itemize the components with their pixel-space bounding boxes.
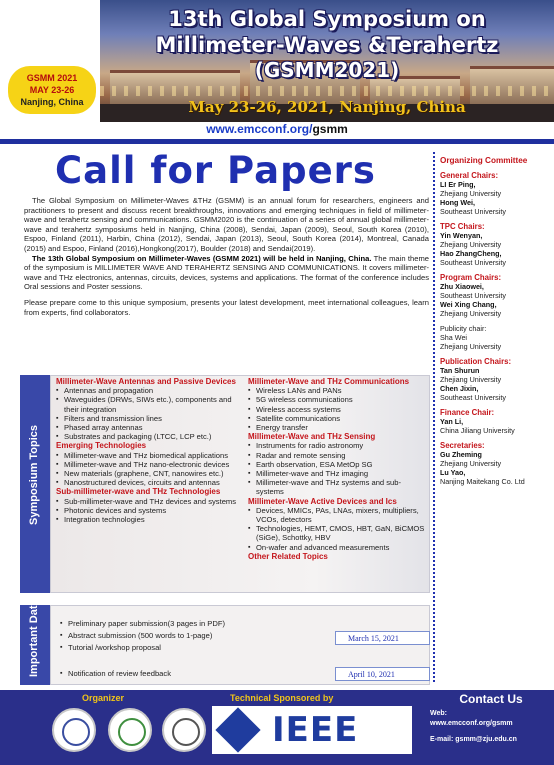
dates-label: Important Dates <box>28 593 40 677</box>
event-dates: May 23-26, 2021, Nanjing, China <box>188 98 466 116</box>
topics-label: Symposium Topics <box>28 424 40 525</box>
badge-line-3: Nanjing, China <box>20 97 84 107</box>
committee-member-name: Tan Shurun <box>440 366 480 375</box>
committee-member-affiliation: Zhejiang University <box>440 309 502 318</box>
footer <box>0 690 554 765</box>
date-item: ▪ Abstract submission (500 words to 1-page) <box>60 631 212 641</box>
topic-item: ▪ Earth observation, ESA MetOp SG <box>248 460 426 469</box>
symposium-topics <box>20 375 430 593</box>
topic-item: ▪ Instruments for radio astronomy <box>248 441 426 450</box>
university-seal-logo <box>108 708 152 752</box>
intro-paragraph-2-bold: The 13th Global Symposium on Millimeter-Waves (GSMM 2021) will be held in Nanjing, China. <box>32 253 372 263</box>
topic-item: ▪ Wireless LANs and PANs <box>248 386 426 395</box>
topic-item: ▪ Devices, MMICs, PAs, LNAs, mixers, multipliers, VCOs, detectors <box>248 506 426 524</box>
intro-text <box>24 196 429 317</box>
topic-item: ▪ Nanostructured devices, circuits and antennas <box>56 478 246 487</box>
web-link[interactable]: www.emcconf.org/gsmm <box>430 720 513 727</box>
date-value-abstract: March 15, 2021 <box>335 631 430 645</box>
date-value-notification: April 10, 2021 <box>335 667 430 681</box>
topic-heading: Emerging Technologies <box>56 441 147 451</box>
institute-seal-logo <box>162 708 206 752</box>
committee-member-affiliation: Zhejiang University <box>440 375 502 384</box>
committee-section-title: Program Chairs: <box>440 273 502 282</box>
topic-item: ▪ Millimeter-wave and THz systems and sub-systems <box>248 478 426 496</box>
topic-item: ▪ Radar and remote sensing <box>248 451 426 460</box>
committee-member-name: Wei Xing Chang, <box>440 300 497 309</box>
email-link[interactable]: E-mail: gsmm@zju.edu.cn <box>430 736 517 743</box>
committee-member-name: Hong Wei, <box>440 198 476 207</box>
topics-column-1 <box>56 377 246 524</box>
committee-section-title: Finance Chair: <box>440 408 495 417</box>
url-part-1[interactable]: www.emcconf.org/ <box>206 122 313 136</box>
topic-heading: Millimeter-Wave and THz Communications <box>248 377 410 386</box>
topic-item: ▪ Millimeter-wave and THz nano-electronic devices <box>56 460 246 469</box>
ieee-logo <box>212 706 412 754</box>
committee-member-affiliation: Southeast University <box>440 393 506 402</box>
url-part-2[interactable]: gsmm <box>312 122 348 136</box>
important-dates <box>20 593 430 685</box>
header <box>0 0 554 145</box>
event-badge <box>8 66 96 114</box>
contact-block <box>430 692 552 745</box>
committee-member-affiliation: Sha Wei <box>440 333 468 342</box>
event-url[interactable] <box>0 122 554 138</box>
header-divider <box>0 139 554 144</box>
committee-member-affiliation: Zhejiang University <box>440 240 502 249</box>
intro-paragraph-2 <box>24 254 429 292</box>
university-seal-logo <box>52 708 96 752</box>
title-line-1: 13th Global Symposium on <box>168 7 486 31</box>
committee-member-affiliation: Zhejiang University <box>440 459 502 468</box>
intro-paragraph-3: Please prepare come to this unique symposium, presents your latest development, meet international colleagues, learn from experts, find collaborators. <box>24 297 429 317</box>
sponsor-label: Technical Sponsored by <box>230 693 334 703</box>
committee-member-affiliation: Southeast University <box>440 291 506 300</box>
committee-section-title: General Chairs: <box>440 171 499 180</box>
topic-item: ▪ Sub-millimeter-wave and THz devices and systems <box>56 497 246 506</box>
dates-label-bar <box>20 593 50 685</box>
badge-line-1: GSMM 2021 <box>26 73 78 83</box>
topic-item: ▪ On-wafer and advanced measurements <box>248 543 426 552</box>
topic-item: ▪ Antennas and propagation <box>56 386 246 395</box>
topic-item: ▪ Millimeter-wave and THz imaging <box>248 469 426 478</box>
committee-member-affiliation: Southeast University <box>440 258 506 267</box>
title-line-3: (GSMM2021) <box>254 58 400 82</box>
date-item: ▪ Notification of review feedback <box>60 669 171 679</box>
contact-heading: Contact Us <box>459 692 523 706</box>
intro-paragraph-2-rest: The main theme of the symposium is MILLIMETER WAVE AND TERAHERTZ SENSING AND COMMUNICATIONS. It covers millimeter-wave and THz electronics, antennas, circuits, devices, systems and applications. The format of the conference includes Oral sessions and Poster sessions. <box>24 253 429 292</box>
topic-item: ▪ Filters and transmission lines <box>56 414 246 423</box>
topic-heading: Millimeter-Wave and THz Sensing <box>248 432 376 442</box>
organizing-committee <box>440 156 552 486</box>
intro-paragraph-1: The Global Symposium on Millimeter-Waves &THz (GSMM) is an annual forum for researchers, engineers and practitioners to present and discuss recent breakthroughs, innovations and emerging techniques in field of millimeter-wave and terahertz sensing and communications. GSMM2020 is the continuation of a series of annual global millimeter-wave and terahertz symposiums held in Nanjing, China (2008), Sendai, Japan (2009), Seoul, South Korea (2010), Espoo, Finland (2011), Harbin, China (2012), Sendai, Japan (2013), Seoul, South Korea (2014), Montreal, Canada (2015) and Espoo, Finland (2016),Hongkong(2017), Boulder (2018) and Sendai(2019). <box>24 196 429 253</box>
committee-member-affiliation: Southeast University <box>440 207 506 216</box>
topic-item: ▪ Photonic devices and systems <box>56 506 246 515</box>
date-item: ▪ Tutorial /workshop proposal <box>60 643 161 653</box>
ieee-diamond-icon <box>215 707 260 752</box>
committee-member-name: Lu Yao, <box>440 468 466 477</box>
committee-member-affiliation: Nanjing Maitekang Co. Ltd <box>440 477 525 486</box>
committee-member-name: Yin Wenyan, <box>440 231 483 240</box>
topic-item: ▪ Millimeter-wave and THz biomedical applications <box>56 451 246 460</box>
topic-item: ▪ Substrates and packaging (LTCC, LCP etc.) <box>56 432 246 441</box>
topic-item: ▪ Satellite communications <box>248 414 426 423</box>
committee-section-title: Secretaries: <box>440 441 485 450</box>
committee-member-affiliation: China Jiliang University <box>440 426 515 435</box>
ieee-logo-text: IEEE <box>272 710 359 750</box>
topic-item: ▪ Phased array antennas <box>56 423 246 432</box>
topic-item: ▪ Technologies, HEMT, CMOS, HBT, GaN, BiCMOS (SiGe), Schottky, HBV <box>248 524 426 542</box>
committee-heading: Organizing Committee <box>440 156 528 165</box>
topic-item: ▪ Energy transfer <box>248 423 426 432</box>
committee-member-name: Chen Jixin, <box>440 384 479 393</box>
topic-item: ▪ Waveguides (DRWs, SIWs etc.), components and their integration <box>56 395 246 413</box>
topic-item: ▪ Integration technologies <box>56 515 246 524</box>
committee-member-affiliation: Zhejiang University <box>440 189 502 198</box>
organizer-label: Organizer <box>82 693 125 703</box>
committee-member-name: Gu Zheming <box>440 450 482 459</box>
topics-column-2 <box>248 377 426 561</box>
column-divider <box>433 152 435 682</box>
date-item: ▪ Preliminary paper submission(3 pages in PDF) <box>60 619 225 629</box>
title-line-2: Millimeter-Waves &Terahertz <box>155 33 499 57</box>
event-title <box>100 6 554 82</box>
topic-item: ▪ Wireless access systems <box>248 405 426 414</box>
topic-heading: Other Related Topics <box>248 551 328 561</box>
topic-heading: Millimeter-Wave Antennas and Passive Devices <box>56 377 236 386</box>
badge-line-2: MAY 23-26 <box>29 85 75 95</box>
committee-member-name: Zhu Xiaowei, <box>440 282 484 291</box>
committee-member-affiliation: Zhejiang University <box>440 342 502 351</box>
committee-section-title: TPC Chairs: <box>440 222 485 231</box>
call-for-papers-title: Call for Papers <box>55 149 376 192</box>
committee-section-title: Publication Chairs: <box>440 357 512 366</box>
topics-label-bar <box>20 375 50 593</box>
committee-member-name: Hao ZhangCheng, <box>440 249 502 258</box>
topic-item: ▪ New materials (graphene, CNT, nanowires etc.) <box>56 469 246 478</box>
topic-heading: Millimeter-Wave Active Devices and Ics <box>248 496 397 506</box>
web-label: Web: <box>430 710 447 717</box>
topic-heading: Sub-millimeter-wave and THz Technologies <box>56 487 221 497</box>
topic-item: ▪ 5G wireless communications <box>248 395 426 404</box>
committee-member-name: Yan Li, <box>440 417 464 426</box>
committee-member-name: Publicity chair: <box>440 324 487 333</box>
committee-member-name: LI Er Ping, <box>440 180 476 189</box>
